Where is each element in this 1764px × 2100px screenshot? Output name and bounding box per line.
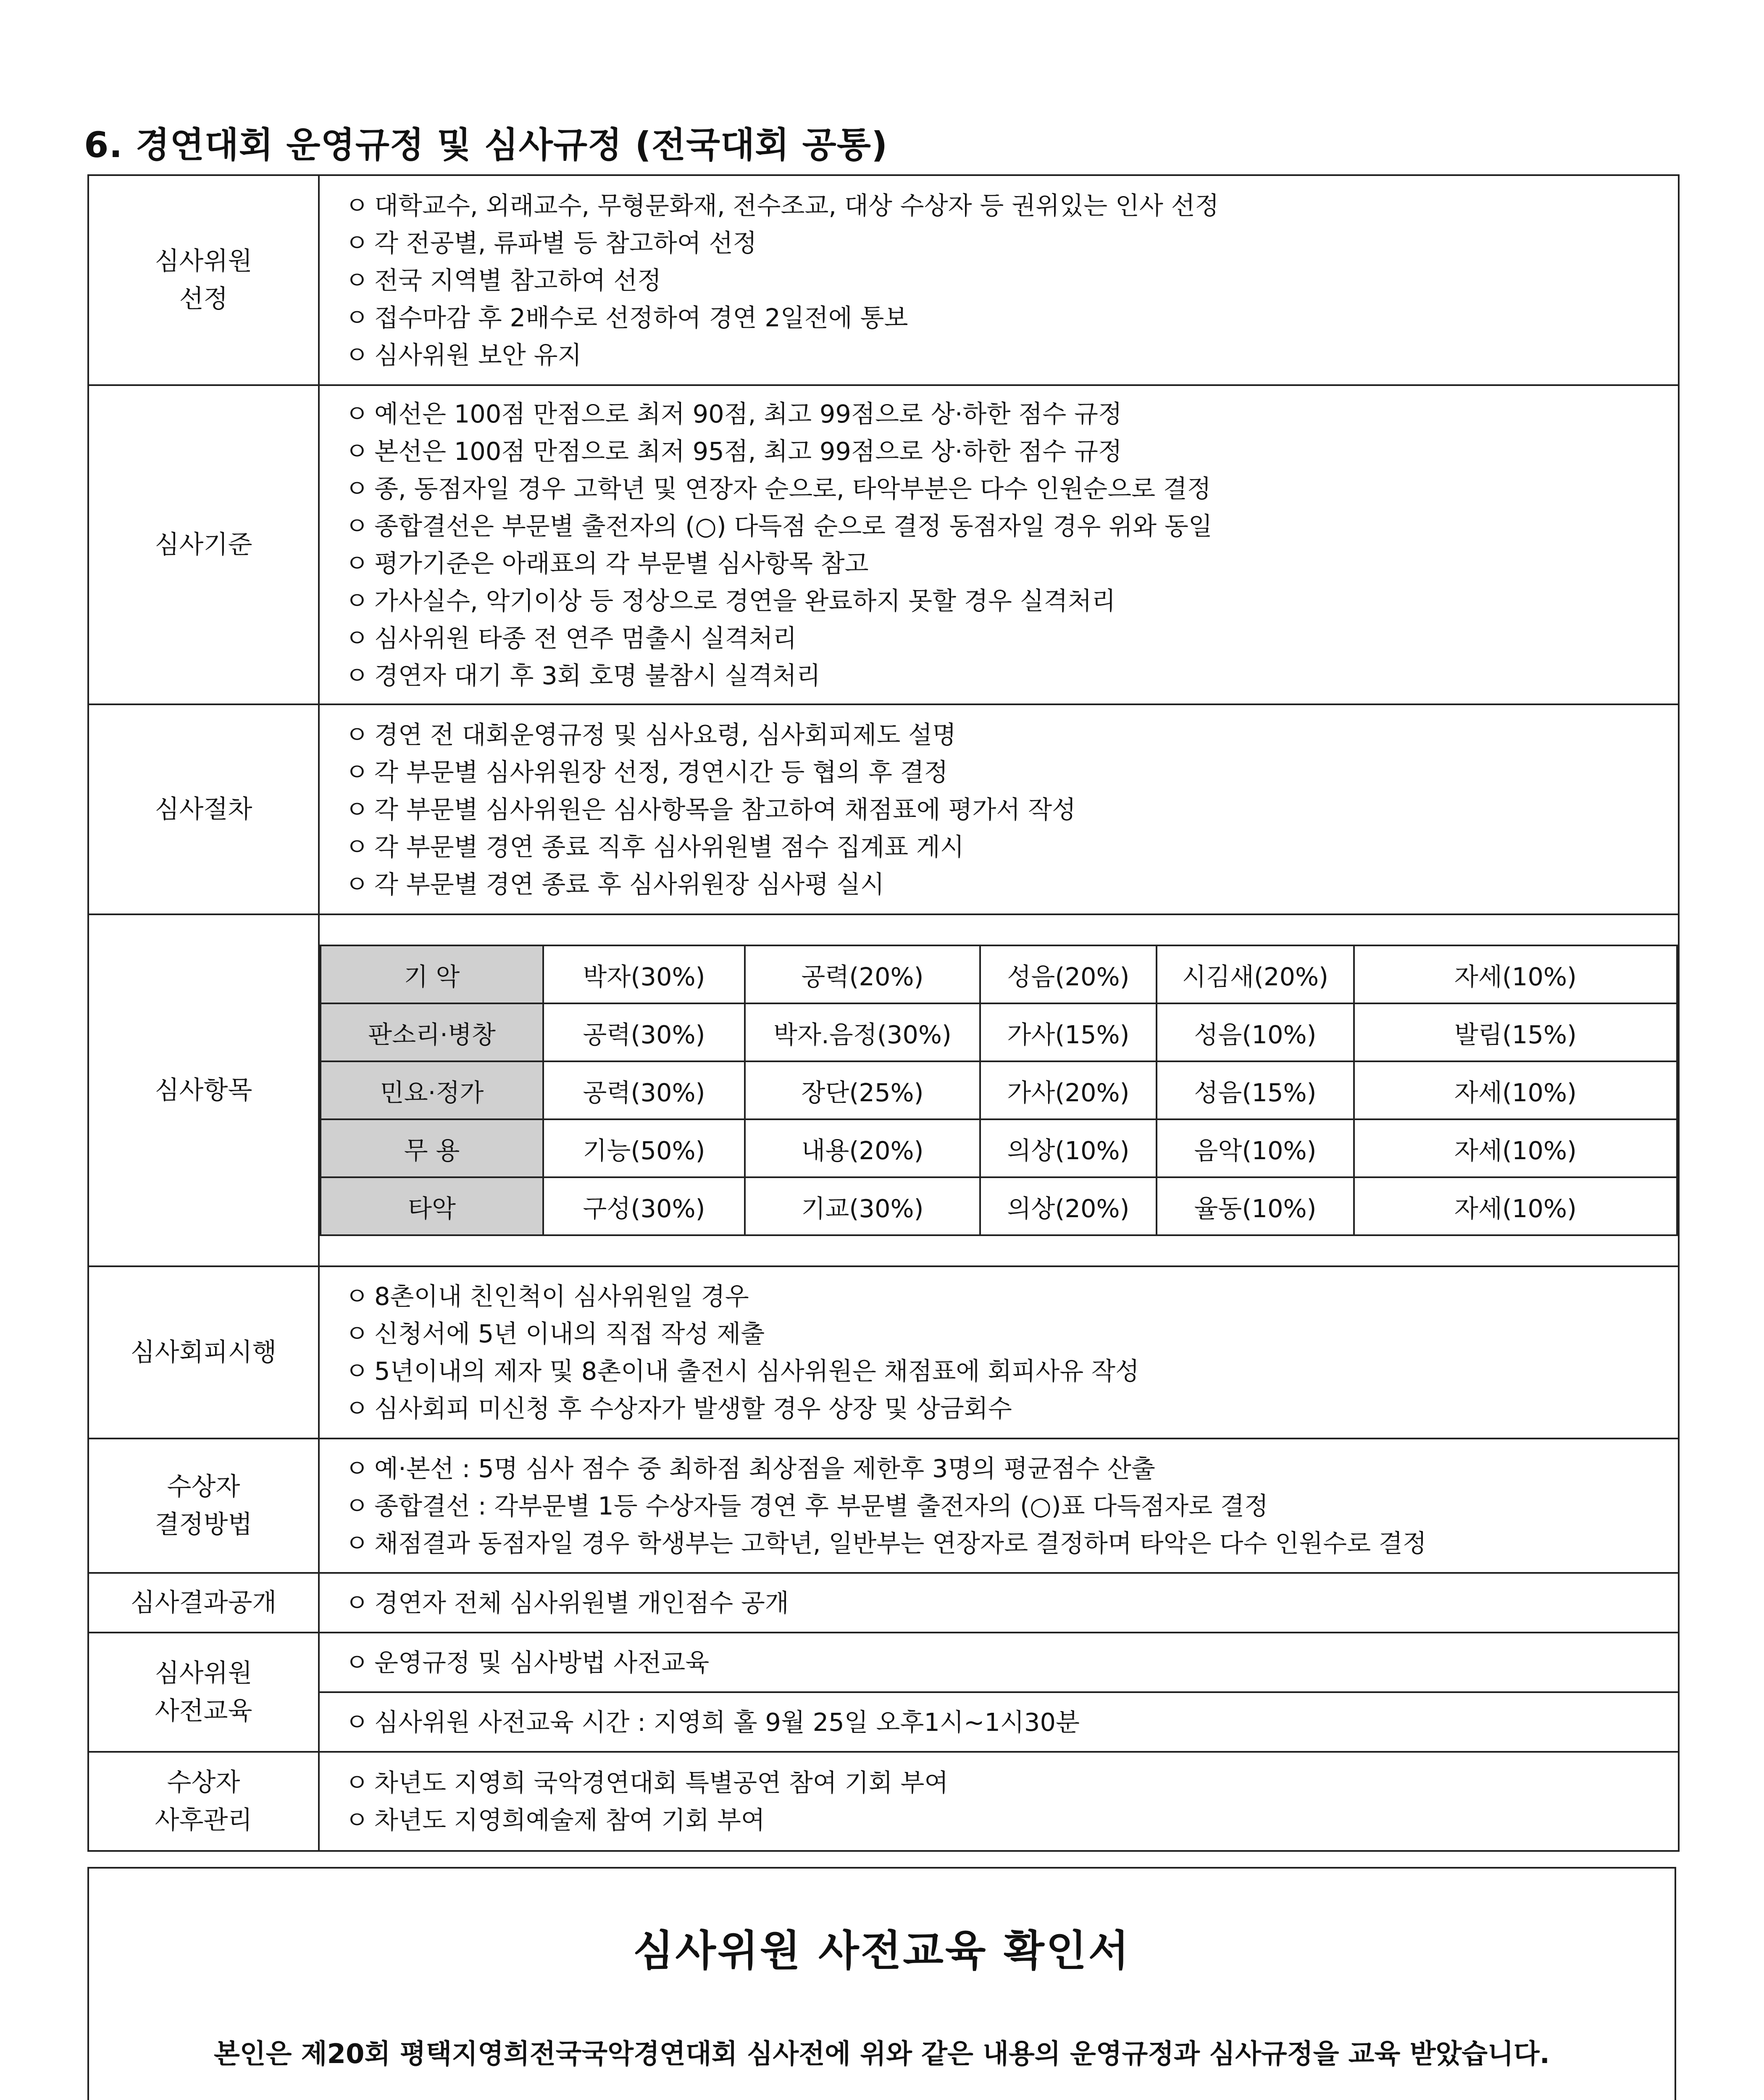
list-item — [320, 470, 1678, 507]
list-item — [320, 507, 1678, 545]
row-label-line: 사전교육 — [155, 1696, 252, 1726]
training-confirmation-box — [87, 1867, 1676, 2100]
list-item — [320, 395, 1678, 433]
circle-bullet-icon: ㅇ — [345, 437, 369, 466]
list-item-text: 평가기준은 아래표의 각 부문별 심사항목 참고 — [374, 549, 869, 578]
row-judging-procedure — [88, 704, 1679, 914]
list-item — [320, 657, 1678, 694]
list-item — [320, 336, 1678, 374]
circle-bullet-icon: ㅇ — [345, 795, 369, 824]
list-item-text: 각 전공별, 류파별 등 참고하여 선정 — [374, 228, 757, 257]
row-label — [88, 175, 319, 385]
row-judge-training-time — [88, 1692, 1679, 1752]
list-item-text: 본선은 100점 만점으로 최저 95점, 최고 99점으로 상·하한 점수 규정 — [374, 437, 1122, 466]
criteria-cell: 성음(20%) — [980, 945, 1157, 1003]
criteria-cell: 의상(20%) — [980, 1177, 1157, 1235]
row-result-disclosure — [88, 1573, 1679, 1633]
circle-bullet-icon: ㅇ — [345, 586, 369, 615]
list-item — [320, 299, 1678, 336]
row-recusal — [88, 1266, 1679, 1438]
criteria-category: 타악 — [321, 1177, 543, 1235]
circle-bullet-icon: ㅇ — [345, 624, 369, 653]
criteria-cell: 자세(10%) — [1354, 1061, 1677, 1119]
list-item-text: 심사위원 보안 유지 — [374, 340, 582, 370]
criteria-cell: 의상(10%) — [980, 1119, 1157, 1177]
circle-bullet-icon: ㅇ — [345, 512, 369, 541]
circle-bullet-icon: ㅇ — [345, 549, 369, 578]
circle-bullet-icon: ㅇ — [345, 757, 369, 787]
circle-bullet-icon: ㅇ — [345, 832, 369, 861]
circle-bullet-icon: ㅇ — [345, 1491, 369, 1520]
row-label-line: 심사위원 — [155, 1659, 252, 1688]
criteria-row — [321, 1061, 1677, 1119]
list-item — [320, 1315, 1678, 1352]
criteria-cell: 성음(15%) — [1157, 1061, 1354, 1119]
criteria-cell: 가사(20%) — [980, 1061, 1157, 1119]
row-content — [319, 704, 1679, 914]
list-item-text: 가사실수, 악기이상 등 정상으로 경연을 완료하지 못할 경우 실격처리 — [374, 586, 1116, 615]
row-content — [319, 1752, 1679, 1851]
list-item-text: 경연자 대기 후 3회 호명 불참시 실격처리 — [374, 661, 820, 690]
list-item-text: 차년도 지영희예술제 참여 기회 부여 — [374, 1806, 765, 1835]
list-item-text: 종합결선 : 각부문별 1등 수상자들 경연 후 부문별 출전자의 (○)표 다득점자로 결정 — [374, 1491, 1269, 1520]
circle-bullet-icon: ㅇ — [345, 265, 369, 295]
row-label: 심사절차 — [88, 704, 319, 914]
circle-bullet-icon: ㅇ — [345, 1454, 369, 1483]
criteria-cell: 공력(30%) — [543, 1061, 745, 1119]
criteria-table — [320, 945, 1678, 1236]
list-item-text: 예선은 100점 만점으로 최저 90점, 최고 99점으로 상·하한 점수 규정 — [374, 399, 1122, 428]
confirmation-statement: 본인은 제20회 평택지영희전국국악경연대회 심사전에 위와 같은 내용의 운영규정과 심사규정을 교육 받았습니다. — [213, 2039, 1550, 2070]
circle-bullet-icon: ㅇ — [345, 1588, 369, 1617]
list-item — [320, 1801, 1678, 1839]
row-label: 심사결과공개 — [88, 1573, 319, 1633]
circle-bullet-icon: ㅇ — [345, 228, 369, 257]
list-item-text: 접수마감 후 2배수로 선정하여 경연 2일전에 통보 — [374, 303, 908, 332]
circle-bullet-icon: ㅇ — [345, 1648, 369, 1677]
list-item — [320, 828, 1678, 866]
circle-bullet-icon: ㅇ — [345, 1528, 369, 1558]
circle-bullet-icon: ㅇ — [345, 1707, 369, 1737]
criteria-row — [321, 1003, 1677, 1061]
list-item — [320, 433, 1678, 470]
list-item-text: 각 부문별 심사위원장 선정, 경연시간 등 협의 후 결정 — [374, 757, 948, 787]
row-label-line: 선정 — [179, 284, 228, 314]
circle-bullet-icon: ㅇ — [345, 340, 369, 370]
row-content — [319, 1438, 1679, 1573]
list-item-text: 차년도 지영희 국악경연대회 특별공연 참여 기회 부여 — [374, 1768, 949, 1797]
row-judging-standard — [88, 385, 1679, 704]
circle-bullet-icon: ㅇ — [345, 474, 369, 503]
list-item-text: 예·본선 : 5명 심사 점수 중 최하점 최상점을 제한후 3명의 평균점수 산출 — [374, 1454, 1155, 1483]
list-item-text: 5년이내의 제자 및 8촌이내 출전시 심사위원은 채점표에 회피사유 작성 — [374, 1357, 1139, 1386]
row-winner-aftercare — [88, 1752, 1679, 1851]
list-item — [320, 545, 1678, 582]
circle-bullet-icon: ㅇ — [345, 869, 369, 899]
circle-bullet-icon: ㅇ — [345, 303, 369, 332]
confirmation-title: 심사위원 사전교육 확인서 — [633, 1926, 1131, 1975]
row-label-line: 수상자 — [167, 1472, 240, 1502]
list-item-text: 심사위원 타종 전 연주 멈출시 실격처리 — [374, 624, 797, 653]
row-content — [319, 175, 1679, 385]
criteria-category: 민요·정가 — [321, 1061, 543, 1119]
list-item-text: 각 부문별 심사위원은 심사항목을 참고하여 채점표에 평가서 작성 — [374, 795, 1076, 824]
list-item-text: 운영규정 및 심사방법 사전교육 — [374, 1648, 710, 1677]
circle-bullet-icon: ㅇ — [345, 1768, 369, 1797]
list-item — [320, 262, 1678, 299]
list-item — [320, 1390, 1678, 1427]
criteria-cell: 기능(50%) — [543, 1119, 745, 1177]
circle-bullet-icon: ㅇ — [345, 720, 369, 749]
row-label — [88, 1438, 319, 1573]
criteria-cell: 박자(30%) — [543, 945, 745, 1003]
list-item-text: 대학교수, 외래교수, 무형문화재, 전수조교, 대상 수상자 등 권위있는 인사 선정 — [374, 191, 1219, 220]
list-item-text: 경연 전 대회운영규정 및 심사요령, 심사회피제도 설명 — [374, 720, 957, 749]
criteria-cell: 음악(10%) — [1157, 1119, 1354, 1177]
row-judge-selection — [88, 175, 1679, 385]
row-judge-training — [88, 1633, 1679, 1692]
row-content — [319, 1692, 1679, 1752]
list-item — [320, 716, 1678, 753]
criteria-cell: 장단(25%) — [745, 1061, 980, 1119]
criteria-cell: 기교(30%) — [745, 1177, 980, 1235]
list-item-text: 신청서에 5년 이내의 직접 작성 제출 — [374, 1319, 765, 1348]
criteria-cell: 율동(10%) — [1157, 1177, 1354, 1235]
criteria-cell: 시김새(20%) — [1157, 945, 1354, 1003]
list-item — [320, 1525, 1678, 1562]
row-label — [88, 1752, 319, 1851]
circle-bullet-icon: ㅇ — [345, 1394, 369, 1423]
circle-bullet-icon: ㅇ — [345, 1357, 369, 1386]
circle-bullet-icon: ㅇ — [345, 399, 369, 428]
criteria-cell: 공력(30%) — [543, 1003, 745, 1061]
row-content — [319, 914, 1679, 1266]
list-item — [320, 1704, 1678, 1741]
list-item — [320, 224, 1678, 262]
list-item — [320, 753, 1678, 791]
row-content — [319, 1633, 1679, 1692]
criteria-row — [321, 1119, 1677, 1177]
list-item-text: 8촌이내 친인척이 심사위원일 경우 — [374, 1282, 749, 1311]
circle-bullet-icon: ㅇ — [345, 191, 369, 220]
criteria-cell: 자세(10%) — [1354, 945, 1677, 1003]
list-item-text: 심사위원 사전교육 시간 : 지영희 홀 9월 25일 오후1시~1시30분 — [374, 1707, 1080, 1737]
list-item — [320, 1764, 1678, 1801]
criteria-cell: 성음(10%) — [1157, 1003, 1354, 1061]
list-item — [320, 187, 1678, 224]
list-item-text: 전국 지역별 참고하여 선정 — [374, 265, 662, 295]
list-item — [320, 1644, 1678, 1681]
list-item — [320, 620, 1678, 657]
row-content — [319, 1266, 1679, 1438]
list-item — [320, 866, 1678, 903]
list-item-text: 각 부문별 경연 종료 직후 심사위원별 점수 집계표 게시 — [374, 832, 964, 861]
criteria-category: 무 용 — [321, 1119, 543, 1177]
list-item — [320, 1278, 1678, 1315]
list-item — [320, 1487, 1678, 1525]
criteria-cell: 자세(10%) — [1354, 1119, 1677, 1177]
row-judging-criteria — [88, 914, 1679, 1266]
criteria-category: 기 악 — [321, 945, 543, 1003]
criteria-row — [321, 945, 1677, 1003]
list-item-text: 종, 동점자일 경우 고학년 및 연장자 순으로, 타악부분은 다수 인원순으로 결정 — [374, 474, 1211, 503]
row-label: 심사항목 — [88, 914, 319, 1266]
criteria-row — [321, 1177, 1677, 1235]
page-title: 6. 경연대회 운영규정 및 심사규정 (전국대회 공통) — [84, 124, 888, 165]
regulations-table — [87, 174, 1680, 1852]
row-label-line: 결정방법 — [155, 1510, 252, 1539]
row-content — [319, 385, 1679, 704]
list-item — [320, 582, 1678, 620]
criteria-cell: 발림(15%) — [1354, 1003, 1677, 1061]
criteria-cell: 공력(20%) — [745, 945, 980, 1003]
row-label — [88, 1633, 319, 1752]
criteria-cell: 구성(30%) — [543, 1177, 745, 1235]
row-content — [319, 1573, 1679, 1633]
row-label: 심사기준 — [88, 385, 319, 704]
criteria-category: 판소리·병창 — [321, 1003, 543, 1061]
list-item — [320, 791, 1678, 828]
criteria-cell: 가사(15%) — [980, 1003, 1157, 1061]
row-label-line: 사후관리 — [155, 1806, 252, 1835]
row-label-line: 심사위원 — [155, 247, 252, 276]
circle-bullet-icon: ㅇ — [345, 1319, 369, 1348]
list-item-text: 심사회피 미신청 후 수상자가 발생할 경우 상장 및 상금회수 — [374, 1394, 1012, 1423]
circle-bullet-icon: ㅇ — [345, 1282, 369, 1311]
list-item-text: 경연자 전체 심사위원별 개인점수 공개 — [374, 1588, 789, 1617]
row-label-line: 수상자 — [167, 1768, 240, 1797]
row-label: 심사회피시행 — [88, 1266, 319, 1438]
list-item — [320, 1584, 1678, 1622]
list-item-text: 채점결과 동점자일 경우 학생부는 고학년, 일반부는 연장자로 결정하며 타악은 다수 인원수로 결정 — [374, 1528, 1427, 1558]
circle-bullet-icon: ㅇ — [345, 661, 369, 690]
circle-bullet-icon: ㅇ — [345, 1806, 369, 1835]
criteria-cell: 자세(10%) — [1354, 1177, 1677, 1235]
list-item — [320, 1352, 1678, 1390]
row-winner-decision — [88, 1438, 1679, 1573]
list-item-text: 종합결선은 부문별 출전자의 (○) 다득점 순으로 결정 동점자일 경우 위와 동일 — [374, 512, 1212, 541]
criteria-cell: 박자.음정(30%) — [745, 1003, 980, 1061]
list-item — [320, 1450, 1678, 1487]
list-item-text: 각 부문별 경연 종료 후 심사위원장 심사평 실시 — [374, 869, 885, 899]
criteria-cell: 내용(20%) — [745, 1119, 980, 1177]
